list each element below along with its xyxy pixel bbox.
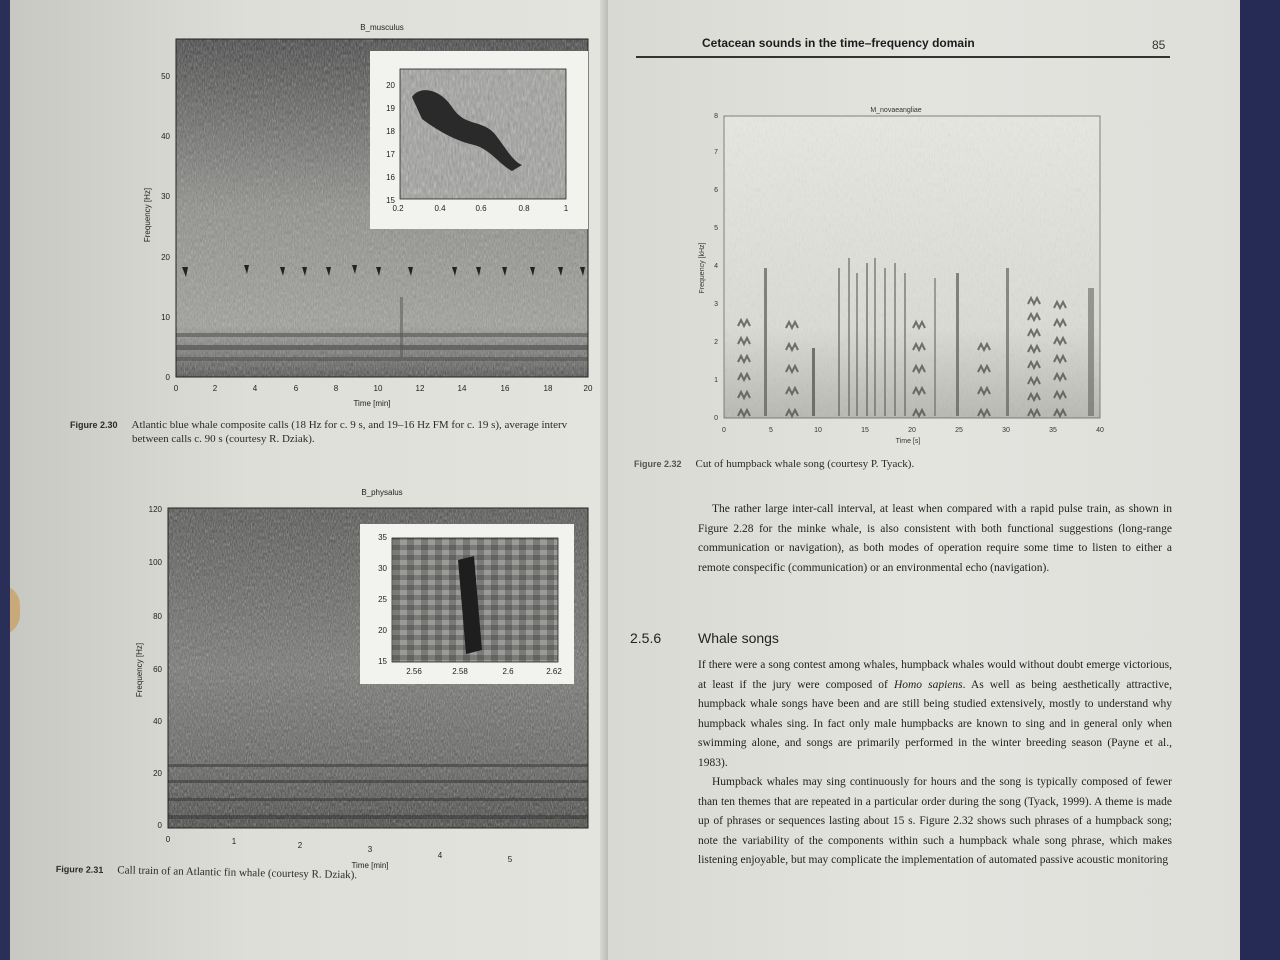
paragraph-text: If there were a song contest among whales, humpback whales would without doubt emerge victorious, at least if the jury were composed of	[698, 659, 1172, 691]
plot-title: B_musculus	[360, 23, 404, 32]
x-tick: 4	[437, 851, 443, 860]
y-tick: 5	[714, 225, 718, 232]
paragraph-intercall-interval: The rather large inter-call interval, at least when compared with a rapid pulse train, as shown in Figure 2.28 for the minke whale, is also consistent with both functional suggestions (long-range communication or navigation), as both modes of operation require some time to listen to either a remote conspecific (communication) or an environmental echo (navigation).	[698, 503, 1172, 574]
caption-number: Figure 2.30	[70, 420, 118, 430]
left-book-page	[10, 0, 608, 960]
inset-y-tick: 17	[386, 150, 395, 159]
figure-2-32-humpback-spectrogram	[688, 98, 1108, 450]
paragraph-text: . As well as being aesthetically attractive, humpback whale songs have been and are still being studied extensively, mostly to understand why humpback whales sing. In fact only male humpbacks are known to sing and in general only when swimming alone, and songs are primarily performed in the winter breeding season (Payne et al., 1983).	[698, 678, 1172, 769]
y-tick: 40	[161, 132, 170, 141]
inset-y-tick: 20	[386, 81, 395, 90]
section-number: 2.5.6	[630, 630, 662, 646]
x-axis-label: Time [s]	[895, 438, 921, 445]
inset-x-tick: 2.58	[452, 667, 468, 676]
x-tick: 5	[769, 427, 773, 434]
y-tick: 0	[157, 821, 162, 830]
y-tick: 1	[714, 377, 718, 384]
plot-title: B_physalus	[361, 488, 403, 497]
x-tick: 14	[457, 384, 467, 393]
inset-x-tick: 0.6	[475, 204, 487, 213]
inset-x-tick: 2.62	[546, 667, 562, 676]
x-tick: 18	[543, 384, 553, 393]
inset-x-tick: 0.8	[518, 204, 530, 213]
x-tick: 6	[293, 384, 299, 393]
x-tick: 2	[212, 384, 218, 393]
thumb-finger	[10, 585, 20, 635]
x-tick: 25	[955, 427, 963, 434]
caption-text: Cut of humpback whale song (courtesy P. Tyack).	[695, 458, 915, 470]
y-tick: 120	[148, 505, 162, 514]
x-axis-label: Time [min]	[351, 861, 389, 870]
figure-2-31-fin-whale-spectrogram	[120, 480, 600, 880]
paragraph-whale-songs-1	[698, 656, 1172, 773]
inset-y-tick: 20	[378, 626, 387, 635]
x-tick: 10	[814, 427, 822, 434]
y-tick: 20	[153, 769, 162, 778]
caption-number: Figure 2.32	[634, 459, 682, 469]
x-tick: 35	[1049, 427, 1057, 434]
caption-line: between calls c. 90 s (courtesy R. Dziak).	[132, 433, 315, 445]
x-axis-label: Time [min]	[353, 399, 391, 408]
section-title: Whale songs	[698, 630, 779, 646]
y-axis-label: Frequency [Hz]	[143, 187, 152, 243]
y-tick: 30	[161, 192, 170, 201]
x-tick: 16	[500, 384, 510, 393]
figure-2-30-caption	[70, 418, 608, 446]
x-tick: 8	[333, 384, 339, 393]
x-tick: 10	[373, 384, 383, 393]
y-tick: 100	[148, 558, 162, 567]
inset-y-tick: 18	[386, 127, 395, 136]
inset-y-tick: 16	[386, 173, 395, 182]
inset-x-tick: 2.56	[406, 667, 422, 676]
x-tick: 4	[252, 384, 258, 393]
y-tick: 7	[714, 149, 718, 156]
header-rule	[636, 56, 1170, 58]
figure-2-30-blue-whale-spectrogram	[120, 15, 600, 415]
x-tick: 30	[1002, 427, 1010, 434]
x-tick: 0	[722, 427, 726, 434]
y-axis-label: Frequency [kHz]	[699, 242, 706, 294]
paragraph-whale-songs-2: Humpback whales may sing continuously for hours and the song is typically composed of fewer than ten themes that are repeated in a particular order during the song (Tyack, 1999). A theme is made up of phrases or sequences lasting about 15 s. Figure 2.32 shows such phrases of a humpback song; note the variability of the components within such a humpback whale song phrase, which makes listening enjoyable, but may complicate the implementation of automated passive acoustic monitoring	[698, 776, 1172, 866]
x-tick: 0	[165, 835, 171, 844]
running-head: Cetacean sounds in the time–frequency domain	[702, 36, 975, 50]
y-axis-label: Frequency [Hz]	[135, 642, 144, 698]
x-tick: 12	[415, 384, 425, 393]
inset-y-tick: 25	[378, 595, 387, 604]
plot-title: M_novaeangliae	[870, 107, 922, 114]
x-tick: 5	[507, 855, 513, 864]
y-tick: 40	[153, 717, 162, 726]
y-tick: 0	[165, 373, 170, 382]
x-tick: 1	[231, 837, 237, 846]
x-tick: 40	[1096, 427, 1104, 434]
y-tick: 20	[161, 253, 170, 262]
caption-number: Figure 2.31	[55, 863, 104, 875]
inset-y-tick: 15	[386, 196, 395, 205]
book-cover-edge	[1240, 0, 1280, 960]
figure-2-32-caption	[634, 457, 1134, 471]
y-tick: 6	[714, 187, 718, 194]
x-tick: 2	[297, 841, 303, 850]
inset-y-tick: 30	[378, 564, 387, 573]
italic-term: Homo sapiens	[893, 678, 963, 691]
y-tick: 4	[714, 263, 718, 270]
y-tick: 60	[153, 665, 162, 674]
page-number: 85	[1152, 38, 1166, 52]
y-tick: 80	[153, 612, 162, 621]
x-tick: 20	[908, 427, 916, 434]
y-tick: 2	[714, 339, 718, 346]
inset-x-tick: 1	[563, 204, 569, 213]
inset-x-tick: 2.6	[502, 667, 514, 676]
y-tick: 50	[161, 72, 170, 81]
x-tick: 0	[173, 384, 179, 393]
inset-y-tick: 35	[378, 533, 387, 542]
right-book-page	[608, 0, 1240, 960]
inset-y-tick: 19	[386, 104, 395, 113]
y-tick: 0	[714, 415, 718, 422]
y-tick: 10	[161, 313, 170, 322]
caption-text: Call train of an Atlantic fin whale (courtesy R. Dziak).	[117, 864, 358, 882]
inset-y-tick: 15	[378, 657, 387, 666]
x-tick: 20	[583, 384, 593, 393]
x-tick: 15	[861, 427, 869, 434]
caption-line: Atlantic blue whale composite calls (18 Hz for c. 9 s, and 19–16 Hz FM for c. 19 s), average interv	[131, 419, 568, 431]
y-tick: 3	[714, 301, 718, 308]
y-tick: 8	[714, 113, 718, 120]
inset-x-tick: 0.4	[434, 204, 446, 213]
x-tick: 3	[367, 845, 373, 854]
inset-x-tick: 0.2	[392, 204, 404, 213]
